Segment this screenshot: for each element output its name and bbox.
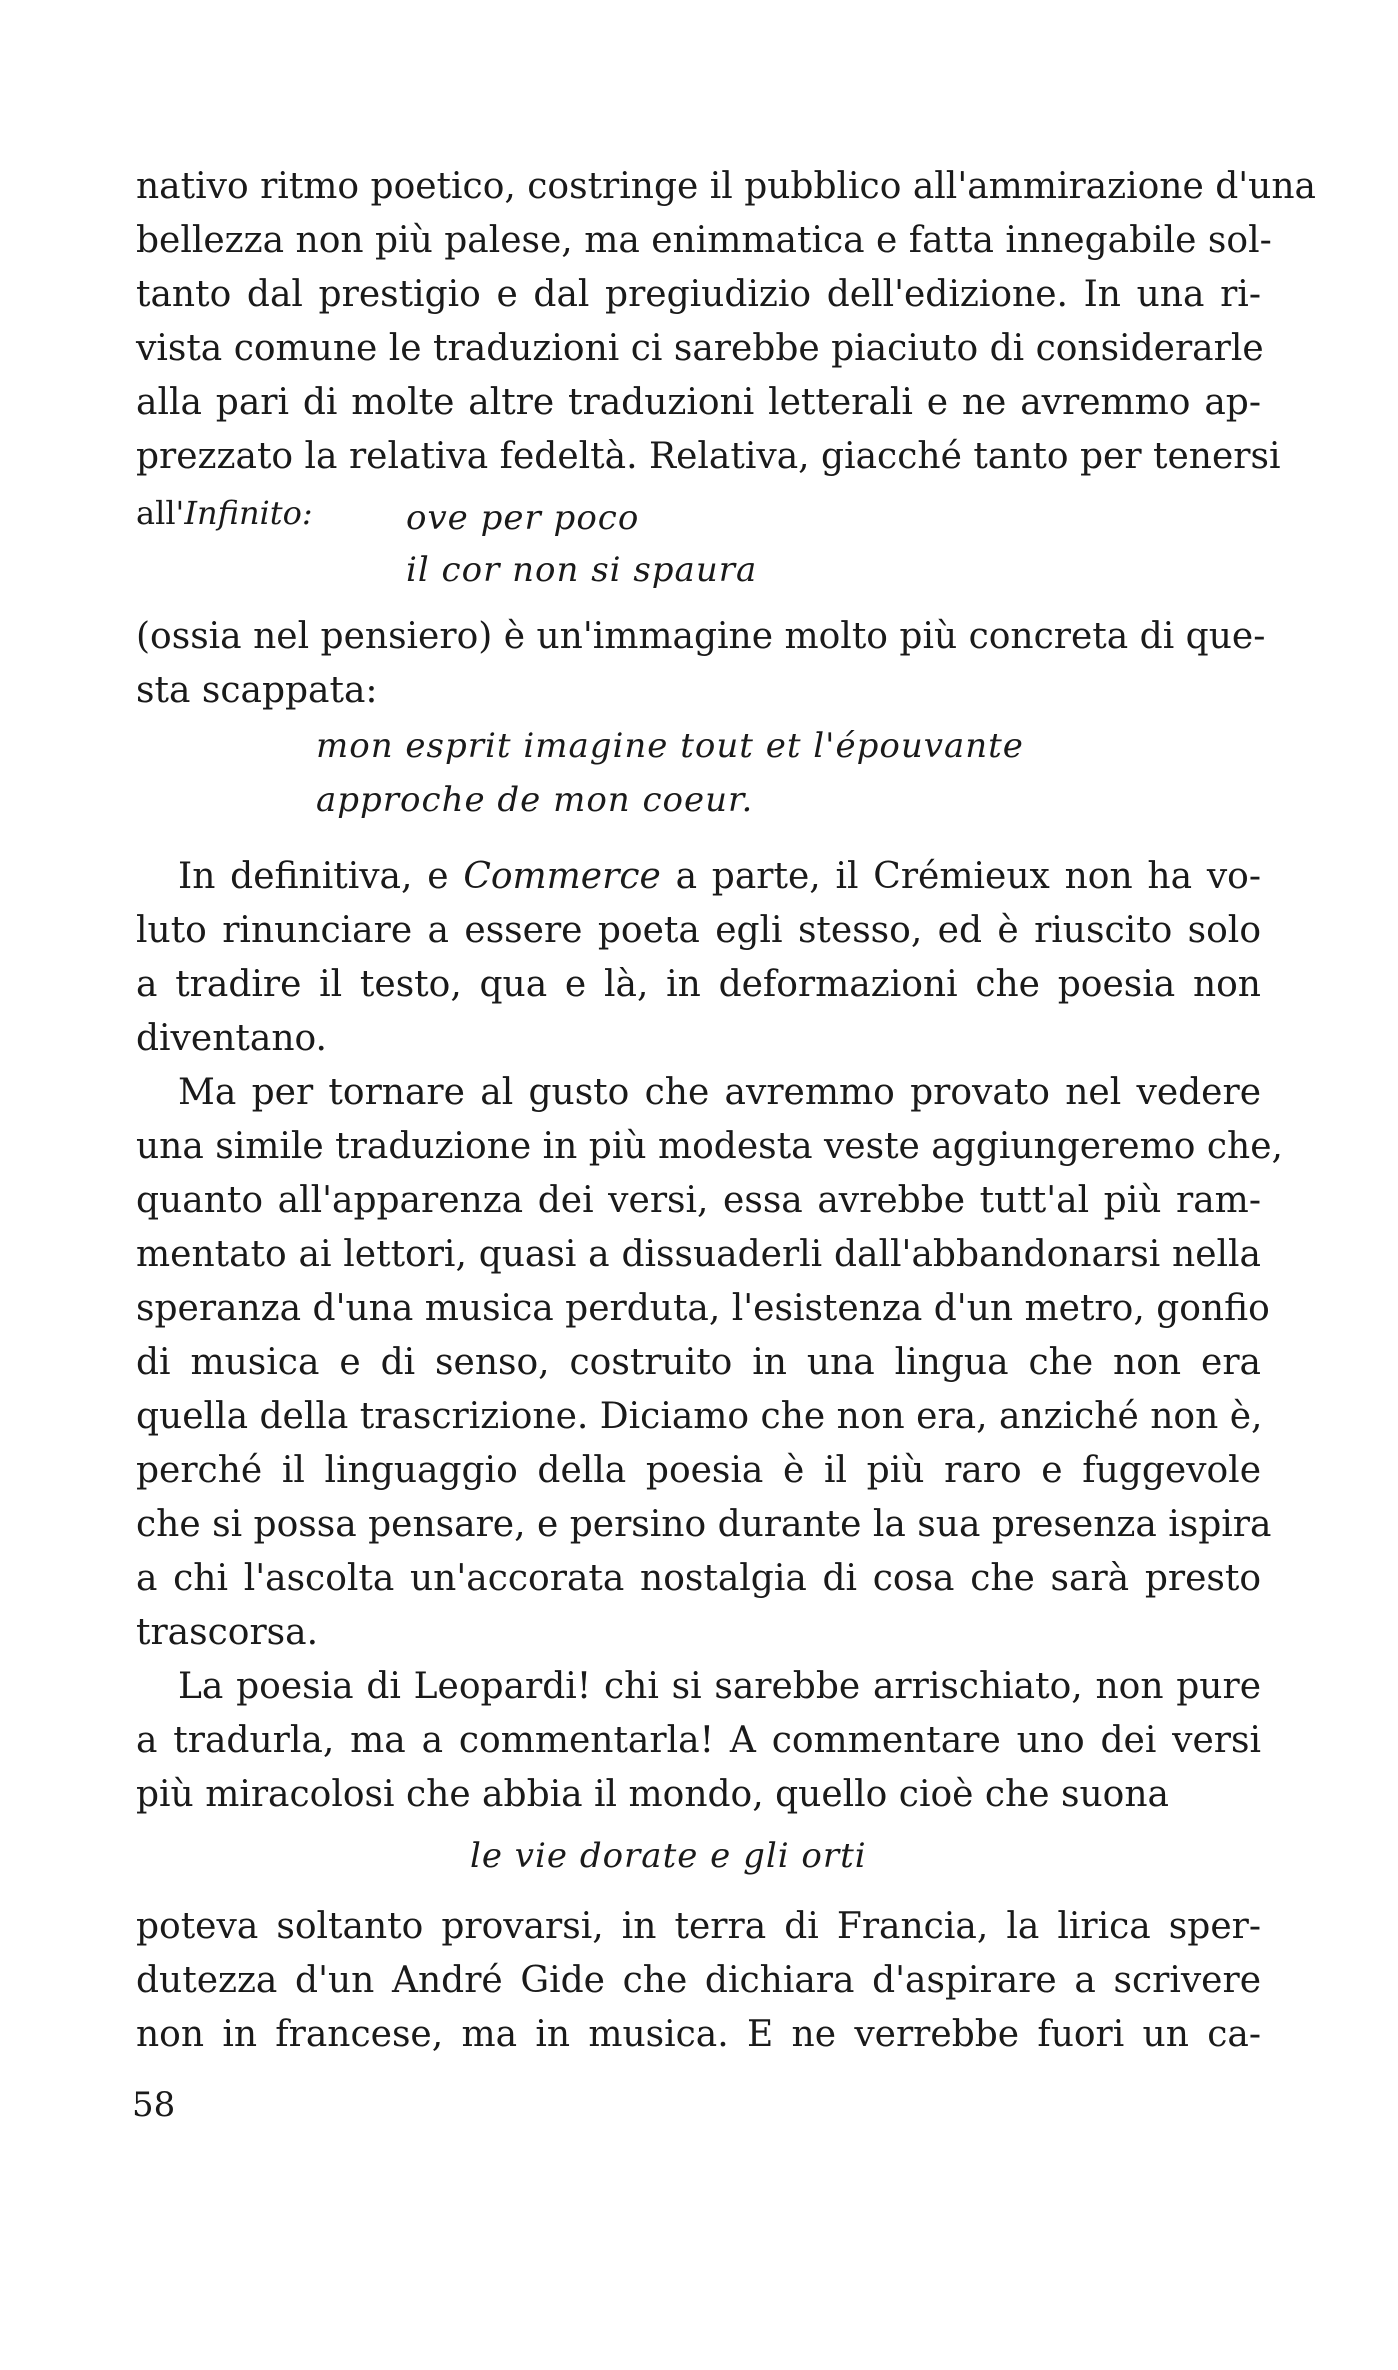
para3-before: In definitiva, e xyxy=(178,856,464,897)
text-line: quanto all'apparenza dei versi, essa avrebbe tutt'al più ram- xyxy=(136,1180,1261,1221)
text-line: vista comune le traduzioni ci sarebbe piaciuto di considerarle xyxy=(136,328,1264,369)
text-line: una simile traduzione in più modesta veste aggiungeremo che, xyxy=(136,1126,1283,1167)
page-number: 58 xyxy=(132,2085,176,2125)
text-line: tanto dal prestigio e dal pregiudizio dell'edizione. In una ri- xyxy=(136,274,1261,315)
infinito-prefix: all' xyxy=(136,494,185,532)
text-line: a tradurla, ma a commentarla! A commentare uno dei versi xyxy=(136,1720,1261,1761)
text-line: a chi l'ascolta un'accorata nostalgia di cosa che sarà presto xyxy=(136,1558,1261,1599)
text-line: di musica e di senso, costruito in una lingua che non era xyxy=(136,1342,1261,1383)
paragraph-start-line xyxy=(178,850,1261,904)
text-line: La poesia di Leopardi! chi si sarebbe arrischiato, non pure xyxy=(178,1666,1261,1707)
text-line: (ossia nel pensiero) è un'immagine molto più concreta di que- xyxy=(136,616,1266,657)
text-line: che si possa pensare, e persino durante la sua presenza ispira xyxy=(136,1504,1272,1545)
text-line: quella della trascrizione. Diciamo che non era, anziché non è, xyxy=(136,1396,1263,1437)
verse-line: ove per poco xyxy=(406,498,640,538)
verse-line: il cor non si spaura xyxy=(406,550,758,590)
infinito-reference xyxy=(136,486,1261,540)
text-line: perché il linguaggio della poesia è il più raro e fuggevole xyxy=(136,1450,1261,1491)
text-line: luto rinunciare a essere poeta egli stesso, ed è riuscito solo xyxy=(136,910,1261,951)
text-line: mentato ai lettori, quasi a dissuaderli dall'abbandonarsi nella xyxy=(136,1234,1261,1275)
text-line: più miracolosi che abbia il mondo, quello cioè che suona xyxy=(136,1774,1169,1815)
verse-line: approche de mon coeur. xyxy=(316,780,754,820)
infinito-title: Infinito: xyxy=(184,494,313,532)
verse-line: mon esprit imagine tout et l'épouvante xyxy=(316,726,1024,766)
text-line: dutezza d'un André Gide che dichiara d'aspirare a scrivere xyxy=(136,1960,1261,2001)
commerce-title: Commerce xyxy=(463,856,661,897)
text-line: nativo ritmo poetico, costringe il pubblico all'ammirazione d'una xyxy=(136,166,1317,207)
text-line: prezzato la relativa fedeltà. Relativa, giacché tanto per tenersi xyxy=(136,436,1281,477)
text-line: poteva soltanto provarsi, in terra di Francia, la lirica sper- xyxy=(136,1906,1261,1947)
text-line: trascorsa. xyxy=(136,1612,319,1653)
text-line: diventano. xyxy=(136,1018,327,1059)
text-line: speranza d'una musica perduta, l'esistenza d'un metro, gonfio xyxy=(136,1288,1270,1329)
text-line: Ma per tornare al gusto che avremmo provato nel vedere xyxy=(178,1072,1261,1113)
para3-after: a parte, il Crémieux non ha vo- xyxy=(660,856,1261,897)
verse-line: le vie dorate e gli orti xyxy=(470,1836,867,1876)
text-line: non in francese, ma in musica. E ne verrebbe fuori un ca- xyxy=(136,2014,1261,2055)
text-line: bellezza non più palese, ma enimmatica e fatta innegabile sol- xyxy=(136,220,1272,261)
text-line: sta scappata: xyxy=(136,670,378,711)
text-line: alla pari di molte altre traduzioni letterali e ne avremmo ap- xyxy=(136,382,1261,423)
text-line: a tradire il testo, qua e là, in deformazioni che poesia non xyxy=(136,964,1261,1005)
